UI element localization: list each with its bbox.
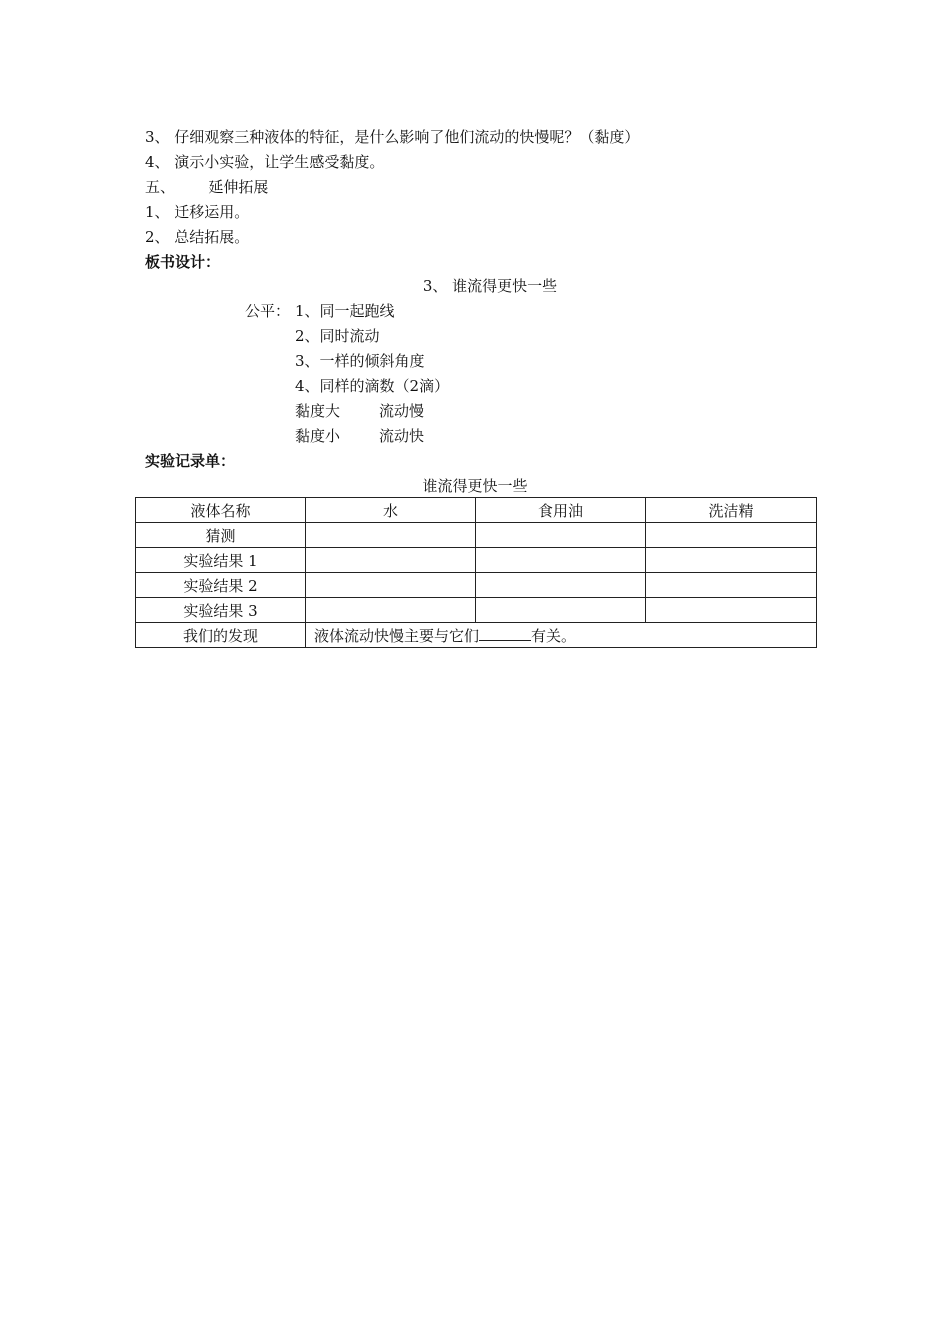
header-cell: 食用油 bbox=[476, 498, 646, 523]
empty-cell[interactable] bbox=[306, 598, 476, 623]
finding-text-after: 有关。 bbox=[531, 626, 577, 645]
empty-cell[interactable] bbox=[646, 598, 817, 623]
empty-cell[interactable] bbox=[646, 523, 817, 548]
fair-item: 1、同一起跑线 bbox=[295, 302, 395, 320]
row-label: 实验结果 1 bbox=[136, 548, 306, 573]
finding-cell bbox=[306, 623, 817, 648]
empty-cell[interactable] bbox=[476, 523, 646, 548]
empty-cell[interactable] bbox=[476, 548, 646, 573]
viscosity-high: 黏度大 bbox=[295, 402, 341, 420]
fair-item: 4、同样的滴数（2滴） bbox=[295, 377, 450, 395]
finding-text-before: 液体流动快慢主要与它们 bbox=[314, 626, 480, 645]
flow-slow: 流动慢 bbox=[379, 402, 425, 420]
table-row bbox=[136, 548, 817, 573]
fair-item: 2、同时流动 bbox=[295, 327, 380, 345]
empty-cell[interactable] bbox=[306, 573, 476, 598]
row-label: 实验结果 2 bbox=[136, 573, 306, 598]
sub-step-1: 1、 迁移运用。 bbox=[145, 203, 250, 221]
record-heading: 实验记录单： bbox=[145, 452, 236, 470]
table-row-finding bbox=[136, 623, 817, 648]
step-4: 4、 演示小实验，让学生感受黏度。 bbox=[145, 153, 385, 171]
header-cell: 水 bbox=[306, 498, 476, 523]
finding-label: 我们的发现 bbox=[136, 623, 306, 648]
fill-in-blank[interactable] bbox=[479, 626, 531, 641]
step-3: 3、 仔细观察三种液体的特征，是什么影响了他们流动的快慢呢？（黏度） bbox=[145, 128, 640, 146]
sub-step-2: 2、 总结拓展。 bbox=[145, 228, 250, 246]
board-heading: 板书设计： bbox=[145, 253, 221, 271]
empty-cell[interactable] bbox=[476, 573, 646, 598]
section-5-heading: 五、 延伸拓展 bbox=[145, 178, 269, 196]
row-label: 猜测 bbox=[136, 523, 306, 548]
board-title: 3、 谁流得更快一些 bbox=[422, 277, 558, 295]
table-row bbox=[136, 523, 817, 548]
empty-cell[interactable] bbox=[646, 548, 817, 573]
record-table bbox=[135, 497, 817, 648]
table-row bbox=[136, 598, 817, 623]
header-cell: 洗洁精 bbox=[646, 498, 817, 523]
header-cell: 液体名称 bbox=[136, 498, 306, 523]
viscosity-low: 黏度小 bbox=[295, 427, 341, 445]
fair-prefix: 公平： bbox=[245, 302, 291, 320]
table-row bbox=[136, 573, 817, 598]
empty-cell[interactable] bbox=[306, 548, 476, 573]
table-header-row bbox=[136, 498, 817, 523]
empty-cell[interactable] bbox=[306, 523, 476, 548]
row-label: 实验结果 3 bbox=[136, 598, 306, 623]
empty-cell[interactable] bbox=[476, 598, 646, 623]
empty-cell[interactable] bbox=[646, 573, 817, 598]
fair-item: 3、一样的倾斜角度 bbox=[295, 352, 425, 370]
record-title: 谁流得更快一些 bbox=[422, 477, 528, 495]
flow-fast: 流动快 bbox=[379, 427, 425, 445]
